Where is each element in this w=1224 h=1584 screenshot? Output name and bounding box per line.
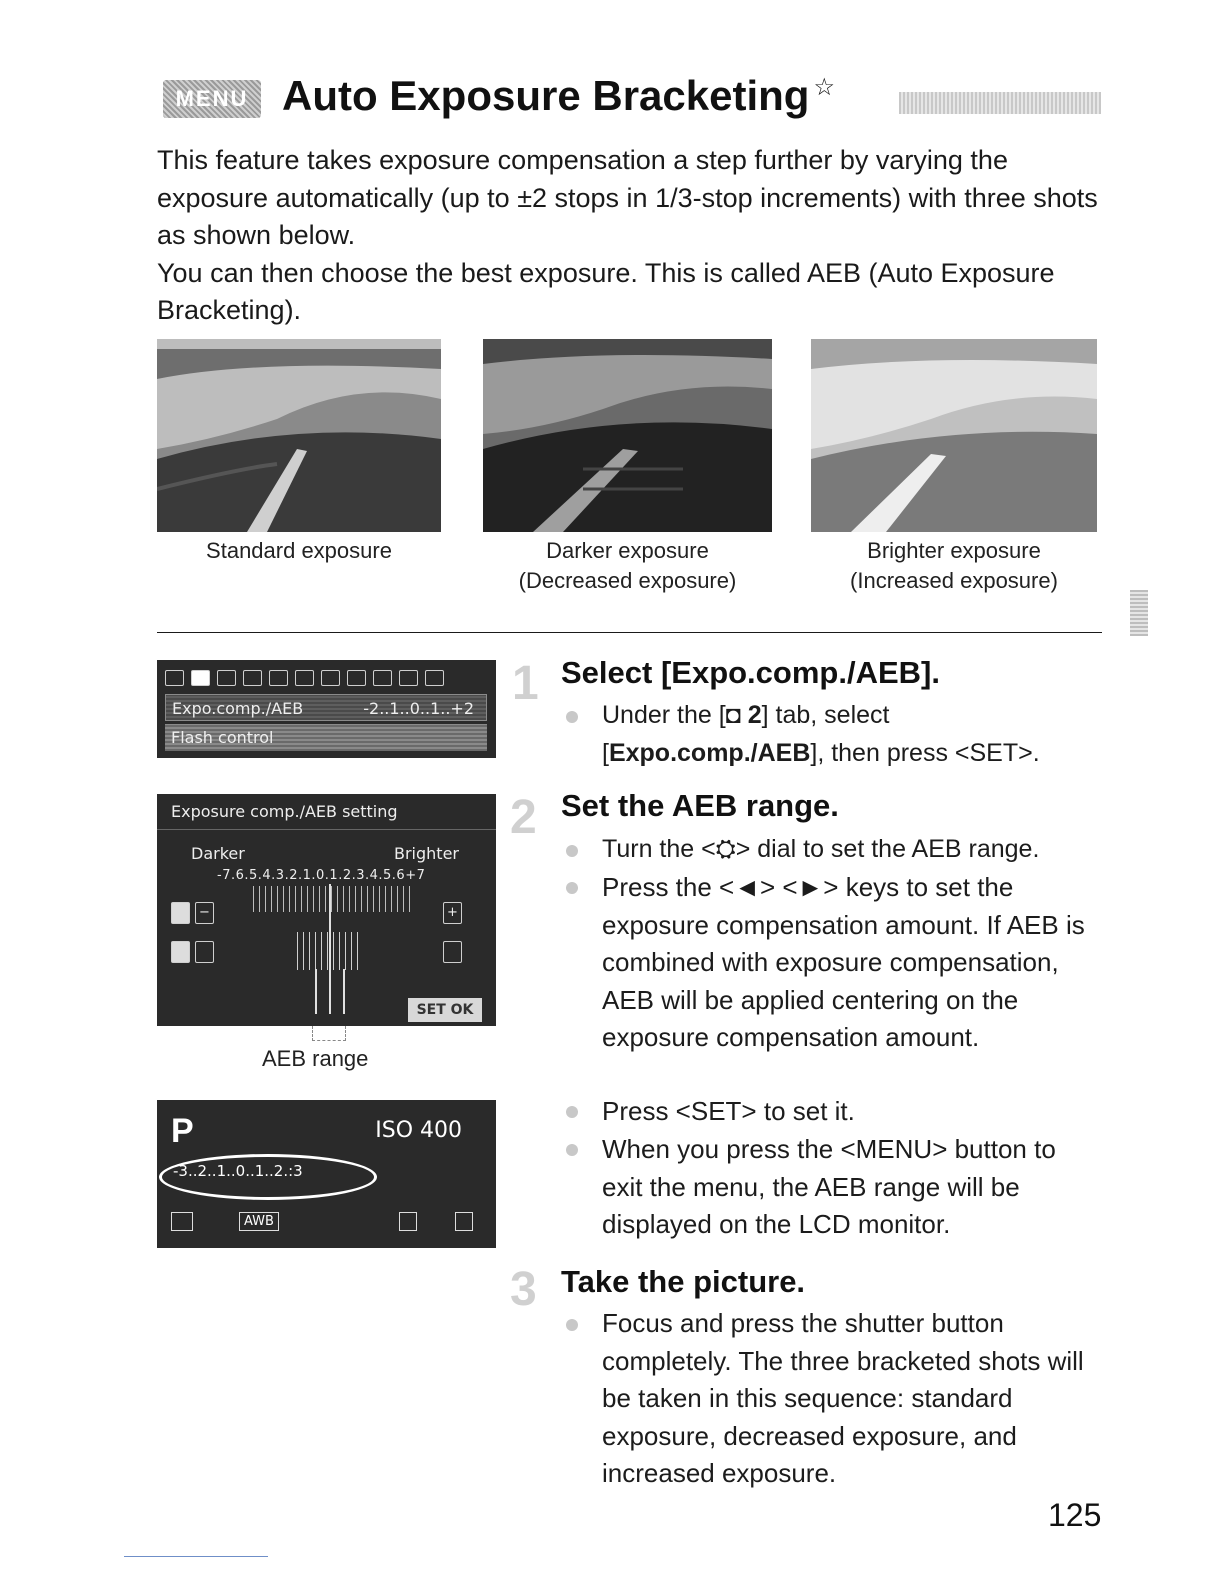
plus-icon: + <box>443 902 462 924</box>
bullet-text: [ <box>602 738 609 767</box>
bullet-icon <box>566 711 578 723</box>
side-tab-marker <box>1130 590 1148 636</box>
exposure-comp-icon <box>171 902 190 924</box>
bullet-icon <box>566 1106 578 1118</box>
bullet-text: ] tab, select <box>761 701 890 729</box>
dial-right-icon <box>443 941 462 963</box>
step-3-number: 3 <box>510 1263 537 1316</box>
menu-row-value: -2..1..0..1..+2 <box>363 699 474 718</box>
intro-paragraph-1: This feature takes exposure compensation a step further by varying the exposure automatically (up to ±2 stops in 1/3-stop increments) with three shots as shown below. <box>157 145 1098 250</box>
wrench-tab-icon <box>399 670 418 686</box>
camera-tab-icon <box>165 670 184 686</box>
aeb-screen-header: Exposure comp./AEB setting <box>157 794 496 830</box>
camera-tab-label: ◘ 2 <box>725 701 762 729</box>
center-marker <box>329 884 331 1014</box>
bullet-text: ], then press <SET>. <box>810 738 1040 767</box>
step-3-bullet-1: Focus and press the shutter button completely. The three bracketed shots will be taken in this sequence: standard exposure, decreased exposure, and increased exposure. <box>602 1308 1084 1488</box>
footer-line <box>124 1556 268 1557</box>
photo-standard <box>157 339 441 532</box>
menu-row-expo-comp <box>165 694 487 721</box>
section-divider <box>157 632 1102 633</box>
caption-standard <box>157 536 441 566</box>
aeb-right-marker <box>343 969 345 1014</box>
camera-tab-selected-icon <box>191 670 210 686</box>
playback-tab-icon <box>269 670 288 686</box>
aeb-range-label: AEB range <box>262 1046 369 1071</box>
star-icon: ☆ <box>813 74 835 101</box>
exposure-scale-ticks <box>253 886 413 912</box>
image-quality-icon <box>399 1212 417 1231</box>
caption-darker <box>483 536 772 596</box>
exposure-scale: -7.6.5.4.3.2.1.0.1.2.3.4.5.6+7 <box>217 868 426 883</box>
bullet-icon <box>566 845 578 857</box>
step-2-bullet-4: When you press the <MENU> button to exit the menu, the AEB range will be displayed on the LCD monitor. <box>602 1134 1056 1239</box>
menu-row-label: Expo.comp./AEB <box>172 699 304 718</box>
step-1-title: Select [Expo.comp./AEB]. <box>561 655 940 690</box>
star-tab-icon <box>425 670 444 686</box>
step-2-bullet-1: Turn the <⛭> dial to set the AEB range. <box>602 835 1040 863</box>
menu-row-label: Flash control <box>171 728 274 747</box>
camera-tab-icon <box>217 670 236 686</box>
step-1-number: 1 <box>512 657 539 710</box>
aeb-range-bracket <box>312 1026 346 1041</box>
darker-label: Darker <box>191 844 245 863</box>
bullet-icon <box>566 1144 578 1156</box>
shooting-mode: P <box>171 1112 194 1150</box>
page-number: 125 <box>1048 1497 1102 1533</box>
bullet-icon <box>566 882 578 894</box>
bullet-text: Under the [ <box>602 701 726 729</box>
step-2-title: Set the AEB range. <box>561 788 839 823</box>
caption-standard-line1: Standard exposure <box>206 538 392 563</box>
aeb-scale-readout: -3..2..1..0..1..2.:3 <box>173 1162 303 1180</box>
minus-icon: − <box>195 902 214 924</box>
caption-brighter-line1: Brighter exposure <box>867 538 1041 563</box>
menu-badge-icon <box>163 80 261 118</box>
intro-paragraph-2: You can then choose the best exposure. This is called AEB (Auto Exposure Bracketing). <box>157 257 1055 325</box>
title-text: Auto Exposure Bracketing <box>282 72 810 119</box>
bullet-icon <box>566 1319 578 1331</box>
playback-tab-icon <box>295 670 314 686</box>
title-decor-bar <box>899 92 1101 114</box>
wrench-tab-icon <box>321 670 340 686</box>
step-2-bullet-3: Press <SET> to set it. <box>602 1096 855 1126</box>
step-1-bullet <box>602 697 1112 772</box>
step-3-title: Take the picture. <box>561 1264 806 1299</box>
wrench-tab-icon <box>347 670 366 686</box>
brighter-label: Brighter <box>394 844 459 863</box>
camera-tab-icon <box>243 670 262 686</box>
lcd-aeb-setting-screen <box>157 794 496 1026</box>
photo-brighter <box>811 339 1097 532</box>
step-2-number: 2 <box>510 791 537 844</box>
step-2-bullet-2: Press the <◄> <►> keys to set the exposure compensation amount. If AEB is combined with exposure compensation, AEB will be applied centering on the exposure compensation amount. <box>602 872 1085 1052</box>
menu-badge-text: MENU <box>175 86 249 111</box>
menu-tab-icons <box>165 670 444 686</box>
page-title <box>282 72 835 120</box>
wrench-tab-icon <box>373 670 392 686</box>
caption-darker-line1: Darker exposure <box>546 538 709 563</box>
photo-darker <box>483 339 772 532</box>
aeb-icon <box>171 941 190 963</box>
iso-value: ISO 400 <box>375 1118 462 1143</box>
picture-style-icon <box>171 1212 193 1231</box>
menu-item-name: Expo.comp./AEB <box>608 738 811 767</box>
white-balance-icon: AWB <box>239 1212 279 1231</box>
caption-darker-line2: (Decreased exposure) <box>518 568 737 593</box>
caption-brighter-line2: (Increased exposure) <box>850 568 1058 593</box>
intro-text <box>157 142 1117 330</box>
dial-left-icon <box>195 941 214 963</box>
aeb-left-marker <box>315 969 317 1014</box>
lcd-shooting-screen <box>157 1100 496 1248</box>
menu-row-flash-control <box>165 724 487 751</box>
lcd-menu-screen <box>157 660 496 758</box>
set-ok-badge: SET OK <box>408 998 482 1022</box>
caption-brighter <box>811 536 1097 596</box>
metering-icon <box>455 1212 473 1231</box>
